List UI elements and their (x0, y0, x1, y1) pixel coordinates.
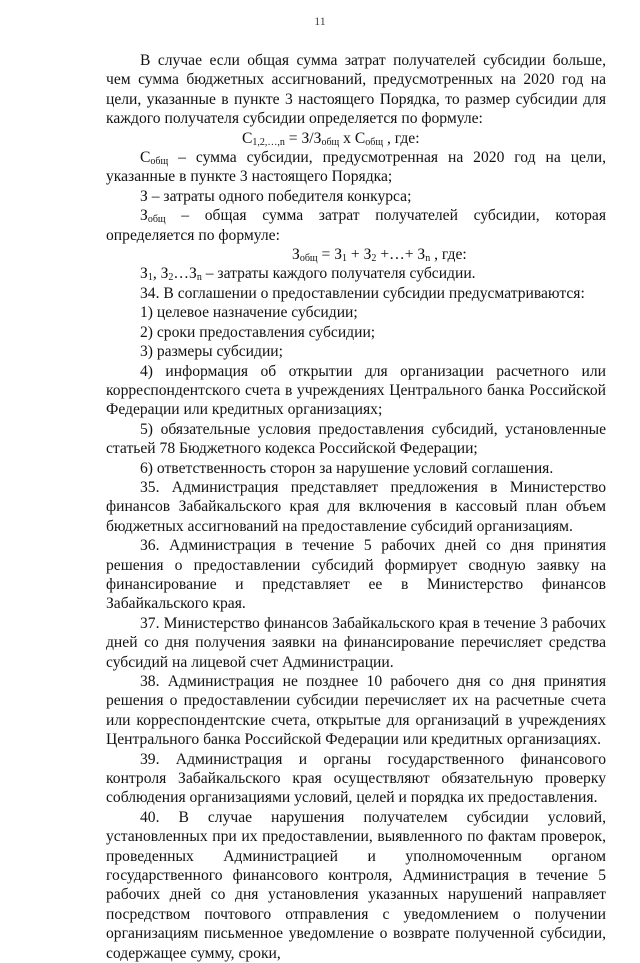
list-item-4: 4) информация об открытии для организации расчетного или корреспондентского счета в учреждениях Центрального банка Российской Федерации или кредитных организациях; (106, 362, 606, 419)
paragraph-37: 37. Министерство финансов Забайкальского края в течение 3 рабочих дней со дня получения заявки на финансирование перечисляет средства субсидий на лицевой счет Администрации. (106, 614, 606, 671)
list-item-5: 5) обязательные условия предоставления субсидий, установленные статьей 78 Бюджетного кодекса Российской Федерации; (106, 420, 606, 458)
document-body (106, 51, 606, 963)
paragraph-39: 39. Администрация и органы государственного финансового контроля Забайкальского края осуществляют обязательную проверку соблюдения организациями условий, целей и порядка их предоставления. (106, 750, 606, 807)
definition-c-total: $С_{общ}$ – сумма субсидии, предусмотренная на 2020 год на цели, указанные в пункте 3 настоящего Порядка; (106, 149, 606, 186)
paragraph-38: 38. Администрация не позднее 10 рабочего дня со дня принятия решения о предоставлении субсидии перечисляет их на расчетные счета или корреспондентские счета, открытые для организаций в учреждениях Центрального банка Российской Федерации или кредитных организациях. (106, 673, 606, 749)
definition-z-total: $З_{общ}$ – общая сумма затрат получателей субсидии, которая определяется по формуле: (106, 207, 606, 244)
formula-subsidy-size: $С_{1,2,\dots,n} = З/З_{общ}$ х $С_{общ}$ , где: (242, 129, 420, 148)
paragraph-34: 34. В соглашении о предоставлении субсидии предусматриваются: (140, 284, 585, 302)
formula-total-costs: $З_{общ} = З_1 + З_2$ +…+ $З_n$ , где: (292, 246, 467, 265)
list-item-3: 3) размеры субсидии; (140, 343, 283, 361)
definition-z1-zn: $З_1$, $З_2\dots З_n$ – затраты каждого получателя субсидии. (140, 265, 476, 284)
list-item-1: 1) целевое назначение субсидии; (140, 304, 358, 322)
paragraph-35: 35. Администрация представляет предложения в Министерство финансов Забайкальского края для включения в кассовый план объем бюджетных ассигнований на предоставление субсидий организациям. (106, 478, 606, 535)
paragraph-intro: В случае если общая сумма затрат получателей субсидии больше, чем сумма бюджетных ассигнований, предусмотренных на 2020 год на цели, указанные в пункте 3 настоящего Порядка, то размер субсидии для каждого получателя субсидии определяется по формуле: (106, 52, 606, 128)
list-item-2: 2) сроки предоставления субсидии; (140, 323, 376, 341)
list-item-6: 6) ответственность сторон за нарушение условий соглашения. (140, 459, 554, 477)
paragraph-36: 36. Администрация в течение 5 рабочих дней со дня принятия решения о предоставлении субсидий формирует сводную заявку на финансирование и представляет ее в Министерство финансов Забайкальского края. (106, 537, 606, 613)
paragraph-40: 40. В случае нарушения получателем субсидии условий, установленных при их предоставлении, выявленного по фактам проверок, проведенных Администрацией и уполномоченным органом государственного финансового контроля, Администрация в течение 5 рабочих дней со дня установления указанных нарушений направляет посредством почтового отправления с уведомлением о получении организациям письменное уведомление о возврате полученной субсидии, содержащее сумму, сроки, (106, 808, 606, 962)
page-number: 11 (314, 14, 326, 28)
definition-z: З – затраты одного победителя конкурса; (140, 187, 412, 205)
